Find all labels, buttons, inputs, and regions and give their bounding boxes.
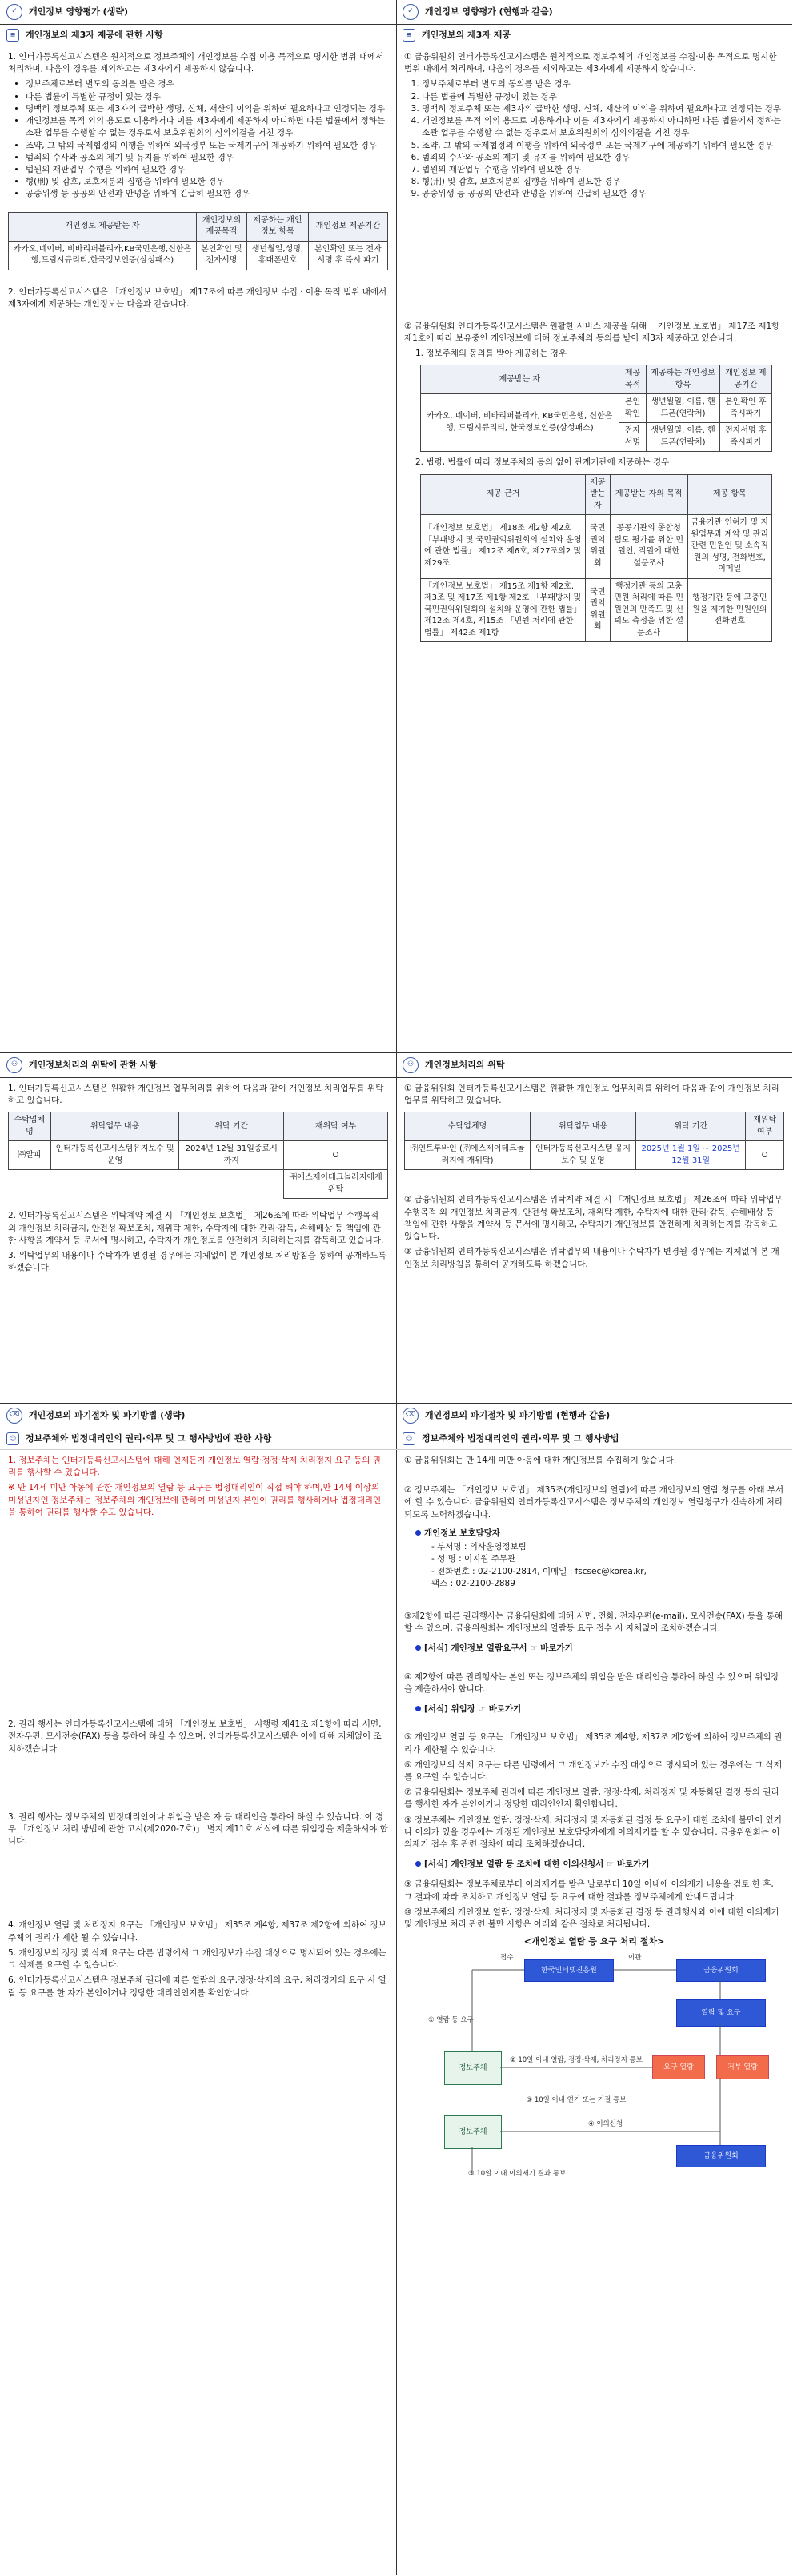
- process-flowchart: [404, 1935, 784, 2199]
- table-cell: 카카오,네이버, 비바리퍼블리카,KB국민은행,신한은행,드림시큐리티,한국정보인증(삼성패스): [9, 241, 197, 270]
- table-header-cell: 제공받는 자: [421, 365, 619, 394]
- paragraph: 2. 권리 행사는 인터가등록신고시스템에 대해 「개인정보 보호법」 시행령 제41조 제1항에 따라 서면, 전자우편, 모사전송(FAX) 등을 통하여 하실 수 있으며, 인터가등록신고시스템은 이에 대해 지체없이 조치하겠습니다.: [8, 1719, 382, 1754]
- table-cell: 생년월일,성명, 휴대폰번호: [247, 241, 309, 270]
- right-section-1: [396, 0, 792, 1025]
- right-section-1-header: [396, 0, 792, 25]
- user-icon: ☺: [6, 1432, 19, 1445]
- list-item: 9. 공중위생 등 공공의 안전과 안녕을 위하여 긴급히 필요한 경우: [422, 188, 784, 200]
- table-cell: 금융기관 인허가 및 지원업무과 계약 및 관리 관련 민원인 및 소속직원의 성명, 전화번호, 이메일: [687, 515, 771, 579]
- paragraph: 1. 정보주체의 동의를 받아 제공하는 경우: [415, 349, 567, 359]
- right-section-2: [396, 1052, 792, 1376]
- contact-block: [404, 1541, 784, 1590]
- paragraph: ① 금융위원회 인터가등록신고시스템은 원활한 개인정보 업무처리를 위하여 다음과 같이 개인정보 처리업무를 위탁하고 있습니다.: [404, 1084, 779, 1106]
- left-section-3: [0, 1403, 396, 2576]
- flowchart-title: <개인정보 열람 등 요구 처리 절차>: [523, 1936, 665, 1947]
- bullet-icon: [415, 1645, 421, 1651]
- table-cell: 2024년 12월 31일종료시까지: [179, 1141, 284, 1170]
- left-section-2-body: [0, 1078, 396, 1275]
- trash-icon: ⌫: [6, 1408, 22, 1424]
- right-section-1-subtitle: 개인정보의 제3자 제공: [422, 30, 511, 41]
- right-section-3-title: 개인정보의 파기절차 및 파기방법 (현행과 같음): [425, 1410, 611, 1421]
- right-section-3-subheader: [396, 1428, 792, 1450]
- table-header-row: [421, 474, 772, 515]
- table-header-cell: 제공목적: [619, 365, 647, 394]
- list-item: • 개인정보를 목적 외의 용도로 이용하거나 이를 제3자에게 제공하지 아니하면 다른 법률에서 정하는 소관 업무를 수행할 수 없는 경우로서 보호위원회의 심의의결을 거친 경우: [26, 115, 388, 139]
- bullet-icon: [415, 1706, 421, 1711]
- table-header-cell: 위탁 기간: [179, 1112, 284, 1141]
- table-row: [421, 394, 772, 423]
- list-item: 3. 명백히 정보주체 또는 제3자의 급박한 생명, 신체, 재산의 이익을 위하여 필요하다고 인정되는 경우: [422, 103, 784, 115]
- flow-node-fsc-2: 금융위원회: [676, 2145, 766, 2167]
- table-header-cell: 재위탁 여부: [284, 1112, 388, 1141]
- left-section-1-subtitle: 개인정보의 제3자 제공에 관한 사항: [26, 30, 163, 41]
- table-header-cell: 수탁업체명: [9, 1112, 51, 1141]
- paragraph: ⑤ 개인정보 열람 등 요구는 「개인정보 보호법」 제35조 제4항, 제37조 제2항에 의하여 정보주체의 권리가 제한될 수 있습니다.: [404, 1732, 783, 1755]
- shield-icon: ✓: [6, 4, 22, 20]
- table-cell: 인터가등록신고시스템 유지보수 및 운영: [531, 1141, 636, 1170]
- right-section-1-subheader: [396, 25, 792, 46]
- shield-icon: ✓: [403, 4, 419, 20]
- table-header-cell: 위탁업무 내용: [50, 1112, 179, 1141]
- flow-node-fsc: 금융위원회: [676, 1959, 766, 1982]
- table-header-cell: 제공하는 개인정보 항목: [647, 365, 719, 394]
- list-item: • 공중위생 등 공공의 안전과 안녕을 위하여 긴급히 필요한 경우: [26, 188, 388, 200]
- power-of-attorney-link[interactable]: [서식] 위임장 ☞ 바로가기: [424, 1704, 522, 1715]
- table-row: [421, 515, 772, 579]
- left-section-3-subheader: [0, 1428, 396, 1450]
- left-section-2: [0, 1052, 396, 1376]
- contact-line: - 부서명 : 의사운영정보팀: [431, 1542, 527, 1552]
- paragraph: ⑨ 금융위원회는 정보주체로부터 이의제기를 받은 날로부터 10일 이내에 이의제기 내용을 검토 한 후, 그 결과에 따라 조치하고 개인정보 열람 등 요구에 대한 결과를 정보주체에게 안내드립니다.: [404, 1879, 774, 1902]
- left-section-1-body: [0, 46, 396, 310]
- table-cell: 전자서명: [619, 423, 647, 452]
- consignment-table: [8, 1112, 388, 1199]
- user-icon: ☺: [403, 1432, 415, 1445]
- paragraph: 2. 인터가등록신고시스템은 「개인정보 보호법」 제17조에 따른 개인정보 수집 · 이용 목적 범위 내에서 제3자에게 제공하는 개인정보는 다음과 같습니다.: [8, 286, 387, 309]
- table-header-cell: 위탁 기간: [636, 1112, 746, 1141]
- legal-provision-table: [420, 474, 772, 643]
- table-cell: 행정기관 등의 고충민원 처리에 따른 민원인의 만족도 및 신뢰도 측정을 위한 설문조사: [610, 578, 687, 642]
- paragraph: 2. 인터가등록신고시스템은 위탁계약 체결 시 「개인정보 보호법」 제26조에 따라 위탁업무 수행목적 외 개인정보 처리금지, 안전성 확보조치, 재위탁 제한, 수탁자에 대한 관리·감독, 손해배상 등 책임에 관한 사항을 계약서 등 문서에 명시하고, 수탁자가 개인정보를 안전하게 처리하는지를 감독하고 있습니다.: [8, 1211, 384, 1245]
- table-header-cell: 재위탁 여부: [746, 1112, 784, 1141]
- table-cell: ㈜에스제이테크놀러지에재위탁: [284, 1170, 388, 1199]
- table-row: [405, 1141, 784, 1170]
- paragraph: 1. 인터가등록신고시스템은 원활한 개인정보 업무처리를 위하여 다음과 같이 개인정보 처리업무를 위탁하고 있습니다.: [8, 1084, 384, 1106]
- table-cell: 행정기관 등에 고충민원을 제기한 민원인의 전화번호: [687, 578, 771, 642]
- paragraph: ② 금융위원회 인터가등록신고시스템은 위탁계약 체결 시 「개인정보 보호법」 제26조에 따라 위탁업무 수행목적 외 개인정보 처리금지, 안전성 확보조치, 재위탁 제한, 수탁자에 대한 관리·감독, 손해배상 등 책임에 관한 사항을 계약서 등 문서에 명시하고, 수탁자가 개인정보를 안전하게 처리하는지를 감독하고 있습니다.: [404, 1195, 783, 1242]
- table-cell: ㈜알피: [9, 1141, 51, 1170]
- table-cell: 본인확인 후 즉시파기: [719, 394, 771, 423]
- list-item: • 범죄의 수사와 공소의 제기 및 유지를 위하여 필요한 경우: [26, 152, 388, 164]
- flow-label: ③ 10일 이내 연기 또는 거절 통보: [526, 2096, 627, 2105]
- table-cell: O: [284, 1141, 388, 1170]
- list-item: • 조약, 그 밖의 국제협정의 이행을 위하여 외국정부 또는 국제기구에 제공하기 위하여 필요한 경우: [26, 140, 388, 152]
- paragraph: 6. 인터가등록신고시스템은 정보주체 권리에 따른 열람의 요구,정정·삭제의 요구, 처리정지의 요구 시 열람 등 요구를 한 자가 본인이거나 정당한 대리인인지를 확인합니다.: [8, 1975, 386, 1998]
- right-section-1-body: [396, 46, 792, 642]
- paragraph: 4. 개인정보 열람 및 처리정지 요구는 「개인정보 보호법」 제35조 제4항, 제37조 제2항에 의하여 정보주체의 권리가 제한 될 수 있습니다.: [8, 1920, 386, 1943]
- right-section-1-title: 개인정보 영향평가 (현행과 같음): [425, 6, 553, 18]
- left-section-1-header: [0, 0, 396, 25]
- list-item: • 정보주체로부터 별도의 동의를 받은 경우: [26, 78, 388, 90]
- list-item: • 법원의 재판업무 수행을 위하여 필요한 경우: [26, 164, 388, 176]
- table-cell: 생년월일, 이름, 핸드폰(연락처): [647, 423, 719, 452]
- paragraph: ② 정보주체는 「개인정보 보호법」 제35조(개인정보의 열람)에 따른 개인정보의 열람 청구를 아래 부서에 할 수 있습니다. 금융위원회 인터가등록신고시스템은 정보주체의 개인정보 열람청구가 신속하게 처리되도록 노력하겠습니다.: [404, 1485, 784, 1520]
- trash-icon: ⌫: [403, 1408, 419, 1424]
- list-item: 2. 다른 법률에 특별한 규정이 있는 경우: [422, 91, 784, 103]
- table-header-cell: 제공받는 자의 목적: [610, 474, 687, 515]
- left-section-2-title: 개인정보처리의 위탁에 관한 사항: [29, 1060, 158, 1071]
- table-header-cell: 제공하는 개인정보 항목: [247, 212, 309, 241]
- table-header-row: [9, 212, 388, 241]
- flow-label: ② 10일 이내 열람, 정정·삭제, 처리정지 통보: [510, 2056, 643, 2065]
- table-cell: 본인확인 또는 전자서명 후 즉시 파기: [308, 241, 387, 270]
- table-header-cell: 제공받는 자: [586, 474, 611, 515]
- flow-node-reject: 거부 열람: [716, 2055, 769, 2079]
- table-cell: 카카오, 네이버, 비바리퍼블리카, KB국민은행, 신한은행, 드림시큐리티, 한국정보인증(삼성패스): [421, 394, 619, 452]
- table-cell: 인터가등록신고시스템유지보수 및 운영: [50, 1141, 179, 1170]
- table-cell: 생년월일, 이름, 핸드폰(연락처): [647, 394, 719, 423]
- contact-line: 팩스 : 02-2100-2889: [431, 1578, 515, 1588]
- table-cell: 본인확인: [619, 394, 647, 423]
- table-row: [421, 578, 772, 642]
- right-section-3-subtitle: 정보주체와 법정대리인의 권리·의무 및 그 행사방법: [422, 1433, 619, 1444]
- list-item: 8. 형(刑) 및 감호, 보호처분의 집행을 위하여 필요한 경우: [422, 176, 784, 188]
- table-row: [9, 1170, 388, 1199]
- request-form-link[interactable]: [서식] 개인정보 열람요구서 ☞ 바로가기: [424, 1643, 573, 1654]
- paragraph: ③ 금융위원회 인터가등록신고시스템은 위탁업무의 내용이나 수탁자가 변경될 경우에는 지체없이 본 개인정보 처리방침을 통하여 공개하도록 하겠습니다.: [404, 1247, 779, 1269]
- left-section-2-header: [0, 1053, 396, 1078]
- table-header-cell: 개인정보 제공기간: [719, 365, 771, 394]
- flow-label: ⑤ 10일 이내 이의제기 결과 통보: [468, 2170, 567, 2179]
- left-section-3-header: [0, 1404, 396, 1428]
- table-header-cell: 위탁업무 내용: [531, 1112, 636, 1141]
- paragraph: ※ 만 14세 미만 아동에 관한 개인정보의 열람 등 요구는 법정대리인이 직접 해야 하며,만 14세 이상의 미성년자인 정보주체는 정보주체의 개인정보에 관하여 미성년자 본인이 권리를 행사하거나 법정대리인을 통하여 권리를 행사할 수도 있습니다.: [8, 1483, 382, 1517]
- table-cell: ㈜인트루바인 (㈜에스제이테크놀러지에 재위탁): [405, 1141, 531, 1170]
- table-cell: 국민권익위원회: [586, 578, 611, 642]
- list-item: 6. 범죄의 수사와 공소의 제기 및 유지를 위하여 필요한 경우: [422, 152, 784, 164]
- table-cell: 전자서명 후 즉시파기: [719, 423, 771, 452]
- paragraph: ② 금융위원회 인터가등록신고시스템은 원활한 서비스 제공을 위해 「개인정보 보호법」 제17조 제1항 제1호에 따라 보유중인 개인정보에 대해 정보주체의 동의를 받아 제3자 제공하고 있습니다.: [404, 321, 780, 343]
- flow-label: ① 열람 등 요구: [428, 2016, 474, 2025]
- third-party-table: [8, 212, 388, 270]
- right-section-2-title: 개인정보처리의 위탁: [425, 1060, 505, 1071]
- paragraph: 5. 개인정보의 정정 및 삭제 요구는 다른 법령에서 그 개인정보가 수집 대상으로 명시되어 있는 경우에는 그 삭제를 요구할 수 없습니다.: [8, 1947, 386, 1971]
- table-row: [9, 1141, 388, 1170]
- flow-node-subject-2: 정보주체: [444, 2115, 502, 2149]
- paragraph: ③제2항에 따른 권리행사는 금융위원회에 대해 서면, 전화, 전자우편(e-mail), 모사전송(FAX) 등을 통해 할 수 있으며, 금융위원회는 개인정보의 열람등 요구 접수 시 지체없이 조치하겠습니다.: [404, 1611, 783, 1634]
- right-section-2-body: [396, 1078, 792, 1271]
- flow-node-review: 열람 및 요구: [676, 1999, 766, 2027]
- document-icon: ≡: [403, 29, 415, 42]
- flow-node-subject: 정보주체: [444, 2051, 502, 2085]
- flow-connectors: [404, 1935, 780, 2199]
- right-section-3-body: [396, 1450, 792, 2199]
- paragraph: 1. 인터가등록신고시스템은 원칙적으로 정보주체의 개인정보를 수집·이용 목적으로 명시한 범위 내에서 처리하며, 다음의 경우를 제외하고는 제3자에게 제공하지 않습니다.: [8, 52, 384, 74]
- table-cell: [9, 1170, 284, 1199]
- table-header-row: [9, 1112, 388, 1141]
- paragraph: ⑩ 정보주체의 개인정보 열람, 정정·삭제, 처리정지 및 자동화된 결정 등 권리행사와 이에 대한 이의제기 및 개인정보 처리 관련 불만 사항은 아래와 같은 절차로 처리됩니다.: [404, 1907, 779, 1930]
- right-section-3: [396, 1403, 792, 2576]
- flow-node-kisa: 한국인터넷진흥원: [524, 1959, 614, 1982]
- table-cell: 공공기관의 종합청렴도 평가를 위한 민원인, 직원에 대한 설문조사: [610, 515, 687, 579]
- list-item: 1. 정보주체로부터 별도의 동의를 받은 경우: [422, 78, 784, 90]
- paragraph: 3. 권리 행사는 정보주체의 법정대리인이나 위임을 받은 자 등 대리인을 통하여 하실 수 있습니다. 이 경우 「개인정보 처리 방법에 관한 고시(제2020-7호)」 별지 제11호 서식에 따른 위임장을 제출하셔야 합니다.: [8, 1811, 388, 1847]
- left-section-1-title: 개인정보 영향평가 (생략): [29, 6, 128, 18]
- exception-list: [8, 78, 388, 200]
- paragraph: ⑧ 정보주체는 개인정보 열람, 정정·삭제, 처리정지 및 자동화된 결정 등 요구에 대한 조치에 불만이 있거나 이의가 있을 경우에는 개정된 개인정보 보호담당자에게 이의제기를 할 수 있습니다. 금융위원회는 이의제기 접수 후 관련 절차에 따라 조치하겠습니다.: [404, 1815, 782, 1850]
- paragraph: ④ 제2항에 따른 권리행사는 본인 또는 정보주체의 위임을 받은 대리인을 통하여 하실 수 있으며 위임장을 제출하셔야 합니다.: [404, 1671, 779, 1694]
- paragraph: 2. 법령, 법률에 따라 정보주체의 동의 없이 관계기관에 제공하는 경우: [415, 457, 670, 468]
- table-header-cell: 제공 근거: [421, 474, 586, 515]
- table-cell: O: [746, 1141, 784, 1170]
- contact-heading: 개인정보 보호담당자: [424, 1528, 500, 1538]
- consignment-table: [404, 1112, 784, 1170]
- right-column: [396, 0, 792, 2575]
- list-item: 7. 법원의 재판업무 수행을 위하여 필요한 경우: [422, 164, 784, 176]
- left-section-3-subtitle: 정보주체와 법정대리인의 권리·의무 및 그 행사방법에 관한 사항: [26, 1433, 272, 1444]
- table-header-cell: 수탁업체명: [405, 1112, 531, 1141]
- flow-label: ④ 이의신청: [588, 2120, 623, 2129]
- table-header-cell: 제공 항목: [687, 474, 771, 515]
- table-header-cell: 개인정보 제공받는 자: [9, 212, 197, 241]
- right-section-2-header: [396, 1053, 792, 1078]
- table-cell: 2025년 1월 1일 ~ 2025년 12월 31일: [636, 1141, 746, 1170]
- list-item: 5. 조약, 그 밖의 국제협정의 이행을 위하여 외국정부 또는 국제기구에 제공하기 위하여 필요한 경우: [422, 140, 784, 152]
- left-section-3-title: 개인정보의 파기절차 및 파기방법 (생략): [29, 1410, 186, 1421]
- paragraph: ⑥ 개인정보의 삭제 요구는 다른 법령에서 그 개인정보가 수집 대상으로 명시되어 있는 경우에는 그 삭제를 요구할 수 없습니다.: [404, 1759, 783, 1782]
- people-icon: ⚇: [6, 1057, 22, 1073]
- list-item: • 다른 법률에 특별한 규정이 있는 경우: [26, 91, 388, 103]
- exception-list: [404, 78, 784, 200]
- paragraph: ⑦ 금융위원회는 정보주체 권리에 따른 개인정보 열람, 정정·삭제, 처리정지 및 자동화된 결정 등의 권리를 행사한 자가 본인이거나 정당한 대리인인지 확인합니다.: [404, 1787, 779, 1810]
- objection-form-link[interactable]: [서식] 개인정보 열람 등 조치에 대한 이의신청서 ☞ 바로가기: [424, 1859, 650, 1870]
- table-header-cell: 개인정보의 제공목적: [196, 212, 246, 241]
- bullet-icon: [415, 1861, 421, 1867]
- left-section-1: [0, 0, 396, 1025]
- consent-provision-table: [420, 365, 772, 452]
- paragraph: ① 금융위원회는 만 14세 미만 아동에 대한 개인정보를 수집하지 않습니다.: [404, 1456, 677, 1465]
- table-cell: 「개인정보 보호법」 제15조 제1항 제2호, 제3조 및 제17조 제1항 제2호 「부패방지 및 국민권익위원회의 설치와 운영에 관한 법률」 제12조 제4호, 제15조 「민원 처리에 관한 법률」 제42조 제1항: [421, 578, 586, 642]
- paragraph: ① 금융위원회 인터가등록신고시스템은 원칙적으로 정보주체의 개인정보를 수집·이용 목적으로 명시한 범위 내에서 처리하며, 다음의 경우를 제외하고는 제3자에게 제공하지 않습니다.: [404, 52, 777, 74]
- table-header-row: [405, 1112, 784, 1141]
- table-header-row: [421, 365, 772, 394]
- list-item: • 명백히 정보주체 또는 제3자의 급박한 생명, 신체, 재산의 이익을 위하여 필요하다고 인정되는 경우: [26, 103, 388, 115]
- table-cell: 「개인정보 보호법」 제18조 제2항 제2호 「부패방지 및 국민권익위원회의 설치와 운영에 관한 법률」 제12조 제6호, 제27조의2 및 제29조: [421, 515, 586, 579]
- paragraph: 1. 정보주체는 인터가등록신고시스템에 대해 언제든지 개인정보 열람·정정·삭제·처리정지 요구 등의 권리를 행사할 수 있습니다.: [8, 1456, 381, 1478]
- right-section-3-header: [396, 1404, 792, 1428]
- table-row: [9, 241, 388, 270]
- flow-label: 이관: [628, 1954, 642, 1963]
- left-section-3-body: [0, 1450, 396, 1999]
- contact-line: - 전화번호 : 02-2100-2814, 이메일 : fscsec@korea.kr,: [431, 1566, 647, 1576]
- document-icon: ≡: [6, 29, 19, 42]
- list-item: • 형(刑) 및 감호, 보호처분의 집행을 위하여 필요한 경우: [26, 176, 388, 188]
- table-header-cell: 개인정보 제공기간: [308, 212, 387, 241]
- contact-line: - 성 명 : 이지원 주무관: [431, 1554, 516, 1564]
- bullet-icon: [415, 1530, 421, 1536]
- people-icon: ⚇: [403, 1057, 419, 1073]
- table-cell: 본인확인 및 전자서명: [196, 241, 246, 270]
- paragraph: 3. 위탁업무의 내용이나 수탁자가 변경될 경우에는 지체없이 본 개인정보 처리방침을 통하여 공개하도록 하겠습니다.: [8, 1251, 386, 1273]
- list-item: 4. 개인정보를 목적 외의 용도로 이용하거나 이를 제3자에게 제공하지 아니하면 다른 법률에서 정하는 소관 업무를 수행할 수 없는 경우로서 보호위원회의 심의의결을 거친 경우: [422, 115, 784, 139]
- flow-node-accept: 요구 열람: [652, 2055, 705, 2079]
- left-section-1-subheader: [0, 25, 396, 46]
- flow-label: 접수: [500, 1954, 514, 1963]
- table-cell: 국민권익위원회: [586, 515, 611, 579]
